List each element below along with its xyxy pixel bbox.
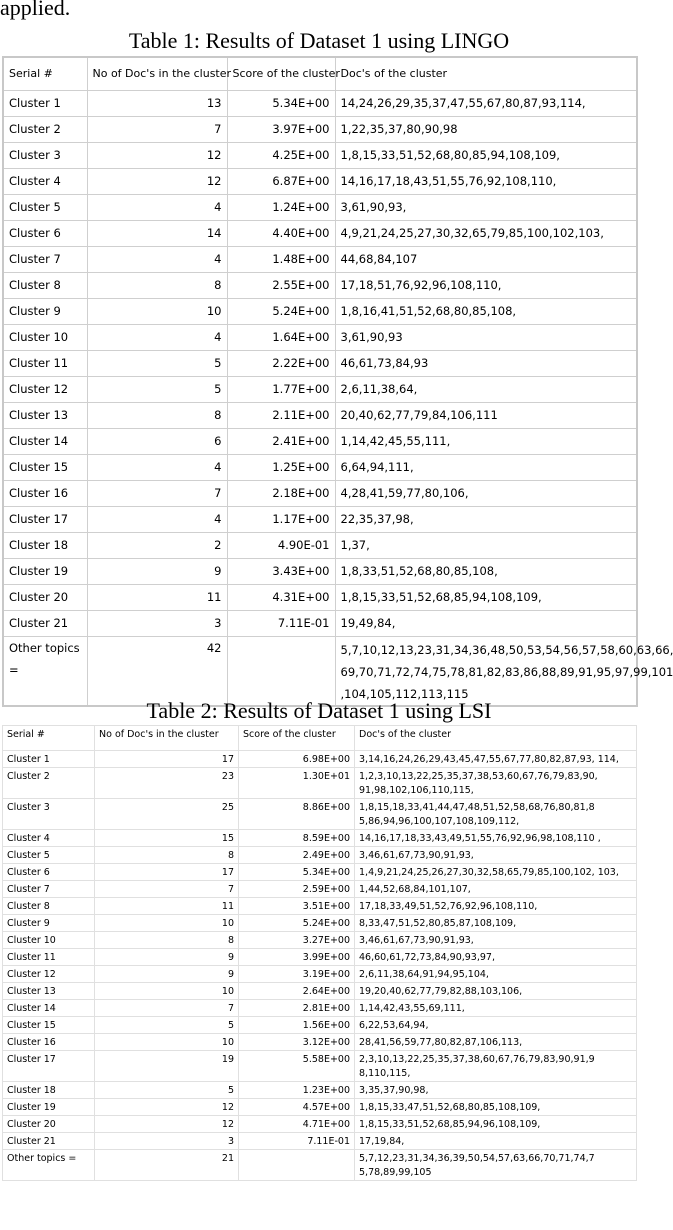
cell-serial: Cluster 13 (3, 403, 87, 429)
header-docs: Doc's of the cluster (355, 726, 637, 751)
cell-doc-count: 8 (95, 847, 239, 864)
table-row (3, 585, 637, 611)
table-row (3, 932, 637, 949)
cell-doc-count: 13 (87, 91, 227, 117)
cell-serial: Cluster 15 (3, 1017, 95, 1034)
cell-score: 1.23E+00 (239, 1082, 355, 1099)
cell-doc-count: 7 (95, 1000, 239, 1017)
cell-doc-count: 17 (95, 751, 239, 768)
table-row (3, 559, 637, 585)
cell-serial: Cluster 20 (3, 1116, 95, 1133)
table-row (3, 611, 637, 637)
table2-header-row (3, 726, 637, 751)
cell-doc-count: 7 (87, 117, 227, 143)
cell-score: 5.24E+00 (239, 915, 355, 932)
cell-score: 4.25E+00 (227, 143, 335, 169)
cell-docs: 3,61,90,93 (335, 325, 637, 351)
table-row (3, 507, 637, 533)
cell-docs: 20,40,62,77,79,84,106,111 (335, 403, 637, 429)
cell-serial: Cluster 20 (3, 585, 87, 611)
cell-docs: 2,6,11,38,64,91,94,95,104, (355, 966, 637, 983)
cell-score: 3.97E+00 (227, 117, 335, 143)
cell-docs: 2,3,10,13,22,25,35,37,38,60,67,76,79,83,90,91,9 8,110,115, (355, 1051, 637, 1082)
cell-serial: Cluster 11 (3, 949, 95, 966)
cell-doc-count: 5 (87, 351, 227, 377)
other-topics-docs: 5,7,10,12,13,23,31,34,36,48,50,53,54,56,57,58,60,63,66, 69,70,71,72,74,75,78,81,82,83,86,88,89,91,95,97,99,101 ,104,105,112,113,115 (335, 637, 637, 707)
cell-docs: 6,22,53,64,94, (355, 1017, 637, 1034)
cell-serial: Cluster 4 (3, 830, 95, 847)
cell-serial: Cluster 18 (3, 1082, 95, 1099)
cell-score: 4.40E+00 (227, 221, 335, 247)
cell-score: 2.81E+00 (239, 1000, 355, 1017)
cell-score: 1.56E+00 (239, 1017, 355, 1034)
table-row (3, 91, 637, 117)
cell-doc-count: 5 (95, 1082, 239, 1099)
cell-doc-count: 4 (87, 195, 227, 221)
cell-score: 2.41E+00 (227, 429, 335, 455)
cell-docs: 17,19,84, (355, 1133, 637, 1150)
cell-serial: Cluster 14 (3, 429, 87, 455)
cell-score: 3.12E+00 (239, 1034, 355, 1051)
cell-doc-count: 15 (95, 830, 239, 847)
cell-docs: 1,8,16,41,51,52,68,80,85,108, (335, 299, 637, 325)
table2 (2, 725, 637, 1181)
cell-docs: 4,28,41,59,77,80,106, (335, 481, 637, 507)
cell-score: 2.64E+00 (239, 983, 355, 1000)
cell-docs: 1,8,15,18,33,41,44,47,48,51,52,58,68,76,80,81,8 5,86,94,96,100,107,108,109,112, (355, 799, 637, 830)
cell-docs: 17,18,33,49,51,52,76,92,96,108,110, (355, 898, 637, 915)
cell-docs: 19,20,40,62,77,79,82,88,103,106, (355, 983, 637, 1000)
other-topics-label: Other topics = (3, 637, 87, 707)
cell-serial: Cluster 11 (3, 351, 87, 377)
cell-serial: Cluster 12 (3, 377, 87, 403)
cell-serial: Cluster 5 (3, 195, 87, 221)
cell-score: 4.90E-01 (227, 533, 335, 559)
cell-doc-count: 9 (87, 559, 227, 585)
other-topics-row (3, 637, 637, 707)
other-topics-row (3, 1150, 637, 1181)
cell-docs: 3,46,61,67,73,90,91,93, (355, 932, 637, 949)
cell-doc-count: 7 (95, 881, 239, 898)
cell-docs: 22,35,37,98, (335, 507, 637, 533)
table-row (3, 751, 637, 768)
header-docs: Doc's of the cluster (335, 57, 637, 91)
table-row (3, 455, 637, 481)
cell-score: 1.64E+00 (227, 325, 335, 351)
cell-doc-count: 8 (87, 273, 227, 299)
cell-score: 2.59E+00 (239, 881, 355, 898)
cell-doc-count: 3 (95, 1133, 239, 1150)
cell-docs: 8,33,47,51,52,80,85,87,108,109, (355, 915, 637, 932)
cell-score: 6.98E+00 (239, 751, 355, 768)
table-row (3, 898, 637, 915)
cell-score: 5.58E+00 (239, 1051, 355, 1082)
cell-score: 2.11E+00 (227, 403, 335, 429)
cell-doc-count: 3 (87, 611, 227, 637)
table1-caption: Table 1: Results of Dataset 1 using LINGO (128, 28, 510, 53)
cell-score: 3.43E+00 (227, 559, 335, 585)
cell-serial: Cluster 9 (3, 915, 95, 932)
table-row (3, 1116, 637, 1133)
cell-serial: Cluster 5 (3, 847, 95, 864)
cell-doc-count: 4 (87, 325, 227, 351)
other-topics-count: 21 (95, 1150, 239, 1181)
cell-doc-count: 23 (95, 768, 239, 799)
cell-docs: 1,8,15,33,51,52,68,80,85,94,108,109, (335, 143, 637, 169)
header-score: Score of the cluster (227, 57, 335, 91)
cell-docs: 6,64,94,111, (335, 455, 637, 481)
table-row (3, 1051, 637, 1082)
cell-score: 1.25E+00 (227, 455, 335, 481)
cell-docs: 3,61,90,93, (335, 195, 637, 221)
cell-serial: Cluster 7 (3, 881, 95, 898)
cell-docs: 1,8,15,33,51,52,68,85,94,108,109, (335, 585, 637, 611)
cell-score: 2.18E+00 (227, 481, 335, 507)
cell-docs: 1,8,15,33,47,51,52,68,80,85,108,109, (355, 1099, 637, 1116)
cell-serial: Cluster 16 (3, 1034, 95, 1051)
cell-doc-count: 10 (95, 1034, 239, 1051)
cell-serial: Cluster 10 (3, 325, 87, 351)
table-row (3, 143, 637, 169)
cell-doc-count: 25 (95, 799, 239, 830)
table-row (3, 299, 637, 325)
cell-doc-count: 4 (87, 455, 227, 481)
cell-docs: 28,41,56,59,77,80,82,87,106,113, (355, 1034, 637, 1051)
cell-score: 2.55E+00 (227, 273, 335, 299)
cell-serial: Cluster 9 (3, 299, 87, 325)
cell-docs: 4,9,21,24,25,27,30,32,65,79,85,100,102,103, (335, 221, 637, 247)
table-row (3, 351, 637, 377)
cell-score: 1.77E+00 (227, 377, 335, 403)
table-row (3, 247, 637, 273)
table-row (3, 847, 637, 864)
table2-caption: Table 2: Results of Dataset 1 using LSI (146, 698, 492, 723)
cell-serial: Cluster 4 (3, 169, 87, 195)
other-topics-label: Other topics = (3, 1150, 95, 1181)
table-row (3, 429, 637, 455)
cell-docs: 17,18,51,76,92,96,108,110, (335, 273, 637, 299)
table-row (3, 864, 637, 881)
cell-score: 7.11E-01 (239, 1133, 355, 1150)
cell-serial: Cluster 2 (3, 768, 95, 799)
cell-doc-count: 12 (95, 1116, 239, 1133)
cell-serial: Cluster 8 (3, 898, 95, 915)
table-row (3, 481, 637, 507)
cell-score: 1.48E+00 (227, 247, 335, 273)
cell-docs: 1,14,42,43,55,69,111, (355, 1000, 637, 1017)
cell-doc-count: 12 (87, 143, 227, 169)
cell-score: 2.49E+00 (239, 847, 355, 864)
cell-score: 1.24E+00 (227, 195, 335, 221)
table-row (3, 1082, 637, 1099)
cell-score: 4.71E+00 (239, 1116, 355, 1133)
cell-serial: Cluster 6 (3, 221, 87, 247)
cell-score: 3.99E+00 (239, 949, 355, 966)
cell-serial: Cluster 12 (3, 966, 95, 983)
cell-doc-count: 7 (87, 481, 227, 507)
cell-doc-count: 5 (87, 377, 227, 403)
cell-docs: 2,6,11,38,64, (335, 377, 637, 403)
cell-docs: 1,37, (335, 533, 637, 559)
table-row (3, 1017, 637, 1034)
cell-score: 7.11E-01 (227, 611, 335, 637)
cell-doc-count: 2 (87, 533, 227, 559)
cell-doc-count: 12 (95, 1099, 239, 1116)
cell-docs: 14,16,17,18,43,51,55,76,92,108,110, (335, 169, 637, 195)
cell-docs: 46,61,73,84,93 (335, 351, 637, 377)
cell-doc-count: 4 (87, 507, 227, 533)
header-doc-count: No of Doc's in the cluster (95, 726, 239, 751)
cell-score: 6.87E+00 (227, 169, 335, 195)
cell-docs: 44,68,84,107 (335, 247, 637, 273)
table-row (3, 830, 637, 847)
cell-score: 3.27E+00 (239, 932, 355, 949)
cell-docs: 3,14,16,24,26,29,43,45,47,55,67,77,80,82,87,93, 114, (355, 751, 637, 768)
cell-doc-count: 6 (87, 429, 227, 455)
table-row (3, 117, 637, 143)
cell-score: 5.34E+00 (239, 864, 355, 881)
table-row (3, 983, 637, 1000)
cell-serial: Cluster 19 (3, 1099, 95, 1116)
table-row (3, 273, 637, 299)
cell-serial: Cluster 13 (3, 983, 95, 1000)
table-row (3, 169, 637, 195)
cell-doc-count: 5 (95, 1017, 239, 1034)
cell-doc-count: 11 (87, 585, 227, 611)
cell-score: 4.31E+00 (227, 585, 335, 611)
cell-serial: Cluster 1 (3, 751, 95, 768)
cell-doc-count: 12 (87, 169, 227, 195)
cell-score: 8.86E+00 (239, 799, 355, 830)
cell-score: 3.51E+00 (239, 898, 355, 915)
cell-serial: Cluster 10 (3, 932, 95, 949)
cell-docs: 1,22,35,37,80,90,98 (335, 117, 637, 143)
table-row (3, 533, 637, 559)
table1-body (3, 57, 673, 706)
cell-score: 1.30E+01 (239, 768, 355, 799)
cell-score: 5.34E+00 (227, 91, 335, 117)
cell-serial: Cluster 8 (3, 273, 87, 299)
cell-score: 3.19E+00 (239, 966, 355, 983)
cell-doc-count: 4 (87, 247, 227, 273)
cell-docs: 1,2,3,10,13,22,25,35,37,38,53,60,67,76,79,83,90, 91,98,102,106,110,115, (355, 768, 637, 799)
table-row (3, 915, 637, 932)
cell-doc-count: 11 (95, 898, 239, 915)
cell-score: 5.24E+00 (227, 299, 335, 325)
table-row (3, 1133, 637, 1150)
other-topics-count: 42 (87, 637, 227, 707)
cell-doc-count: 8 (87, 403, 227, 429)
table-row (3, 377, 637, 403)
cell-docs: 46,60,61,72,73,84,90,93,97, (355, 949, 637, 966)
cell-docs: 1,4,9,21,24,25,26,27,30,32,58,65,79,85,100,102, 103, (355, 864, 637, 881)
cell-docs: 14,16,17,18,33,43,49,51,55,76,92,96,98,108,110 , (355, 830, 637, 847)
table-row (3, 1000, 637, 1017)
header-serial: Serial # (3, 726, 95, 751)
table-row (3, 1099, 637, 1116)
table-row (3, 403, 637, 429)
table-row (3, 768, 637, 799)
cell-score: 8.59E+00 (239, 830, 355, 847)
cell-serial: Cluster 14 (3, 1000, 95, 1017)
cell-docs: 1,44,52,68,84,101,107, (355, 881, 637, 898)
header-doc-count: No of Doc's in the cluster (87, 57, 227, 91)
table-row (3, 966, 637, 983)
cell-serial: Cluster 18 (3, 533, 87, 559)
cell-serial: Cluster 17 (3, 507, 87, 533)
cell-serial: Cluster 19 (3, 559, 87, 585)
cell-doc-count: 10 (95, 915, 239, 932)
cell-serial: Cluster 21 (3, 611, 87, 637)
cell-serial: Cluster 7 (3, 247, 87, 273)
other-topics-score (239, 1150, 355, 1181)
cell-serial: Cluster 16 (3, 481, 87, 507)
cell-score: 1.17E+00 (227, 507, 335, 533)
table1-header-row (3, 57, 637, 91)
cell-serial: Cluster 21 (3, 1133, 95, 1150)
cell-doc-count: 10 (95, 983, 239, 1000)
cell-docs: 1,8,15,33,51,52,68,85,94,96,108,109, (355, 1116, 637, 1133)
cell-docs: 3,46,61,67,73,90,91,93, (355, 847, 637, 864)
cell-doc-count: 17 (95, 864, 239, 881)
cell-serial: Cluster 15 (3, 455, 87, 481)
table-row (3, 949, 637, 966)
cell-docs: 19,49,84, (335, 611, 637, 637)
table1 (2, 56, 673, 707)
cell-serial: Cluster 2 (3, 117, 87, 143)
header-score: Score of the cluster (239, 726, 355, 751)
table-row (3, 221, 637, 247)
header-serial: Serial # (3, 57, 87, 91)
cell-serial: Cluster 3 (3, 799, 95, 830)
cell-serial: Cluster 3 (3, 143, 87, 169)
table2-body (3, 726, 637, 1181)
cell-doc-count: 8 (95, 932, 239, 949)
table-row (3, 881, 637, 898)
cell-doc-count: 10 (87, 299, 227, 325)
cell-doc-count: 9 (95, 949, 239, 966)
table-row (3, 799, 637, 830)
other-topics-score (227, 637, 335, 707)
cell-doc-count: 14 (87, 221, 227, 247)
cell-doc-count: 9 (95, 966, 239, 983)
cell-docs: 1,14,42,45,55,111, (335, 429, 637, 455)
cell-doc-count: 19 (95, 1051, 239, 1082)
table-row (3, 1034, 637, 1051)
table-row (3, 195, 637, 221)
cell-score: 4.57E+00 (239, 1099, 355, 1116)
cell-serial: Cluster 6 (3, 864, 95, 881)
cell-docs: 14,24,26,29,35,37,47,55,67,80,87,93,114, (335, 91, 637, 117)
cell-serial: Cluster 1 (3, 91, 87, 117)
other-topics-docs: 5,7,12,23,31,34,36,39,50,54,57,63,66,70,71,74,7 5,78,89,99,105 (355, 1150, 637, 1181)
cell-score: 2.22E+00 (227, 351, 335, 377)
preceding-text: applied. (0, 0, 71, 20)
cell-docs: 1,8,33,51,52,68,80,85,108, (335, 559, 637, 585)
table-row (3, 325, 637, 351)
cell-docs: 3,35,37,90,98, (355, 1082, 637, 1099)
cell-serial: Cluster 17 (3, 1051, 95, 1082)
